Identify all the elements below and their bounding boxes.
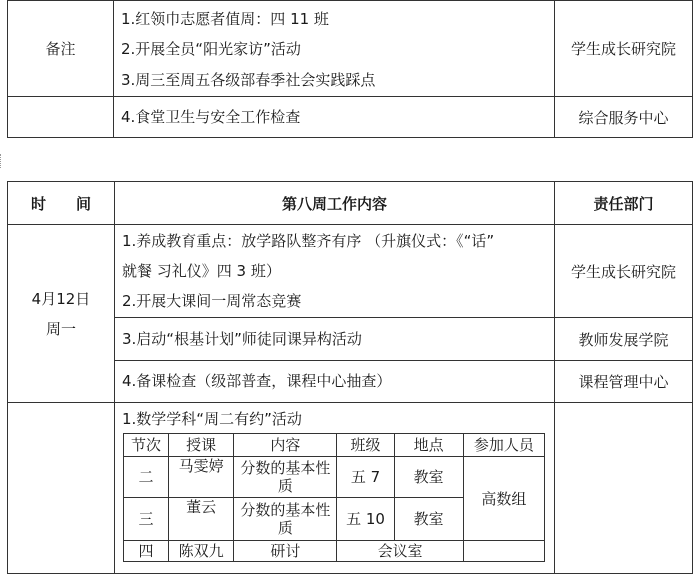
tuesday-date-cell bbox=[8, 403, 115, 574]
class-cell: 五 10 bbox=[337, 498, 394, 541]
teacher-cell: 马雯婷 bbox=[169, 457, 234, 498]
participants-cell-empty bbox=[463, 541, 544, 562]
notes-items bbox=[114, 1, 555, 97]
dept-cell: 课程管理中心 bbox=[555, 361, 693, 403]
tuesday-item-line: 1.数学学科“周二有约”活动 bbox=[122, 410, 302, 428]
content-cell: 分数的基本性质 bbox=[234, 457, 337, 498]
class-cell: 五 7 bbox=[337, 457, 394, 498]
place-cell: 会议室 bbox=[337, 541, 463, 562]
section-separator bbox=[0, 154, 5, 168]
monday-item-line: 3.启动“根基计划”师徒同课异构活动 bbox=[122, 329, 362, 348]
period-cell: 四 bbox=[124, 541, 169, 562]
teacher-cell: 陈双九 bbox=[169, 541, 234, 562]
monday-date: 4月12日 bbox=[31, 289, 91, 308]
col-header: 地点 bbox=[394, 434, 463, 457]
place-cell: 教室 bbox=[394, 457, 463, 498]
dept-cell: 学生成长研究院 bbox=[555, 225, 693, 318]
notes-item: 4.食堂卫生与安全工作检查 bbox=[121, 107, 301, 126]
header-time: 时 间 bbox=[8, 182, 115, 225]
monday-item-line: 1.养成教育重点：放学路队整齐有序 （升旗仪式：《“话” bbox=[122, 232, 495, 250]
participants-cell: 高数组 bbox=[463, 457, 544, 541]
dept-cell: 学生成长研究院 bbox=[555, 1, 693, 97]
notes-item: 1.红领巾志愿者值周：四 11 班 bbox=[121, 9, 329, 28]
col-header: 授课 bbox=[169, 434, 234, 457]
place-cell: 教室 bbox=[394, 498, 463, 541]
period-cell: 二 bbox=[124, 457, 169, 498]
notes-item: 2.开展全员“阳光家访”活动 bbox=[121, 40, 301, 59]
lesson-schedule-table bbox=[123, 433, 545, 562]
notes-label-cont bbox=[8, 97, 114, 138]
header-content: 第八周工作内容 bbox=[115, 182, 555, 225]
dept-cell: 综合服务中心 bbox=[555, 97, 693, 138]
content-cell: 分数的基本性质 bbox=[234, 498, 337, 541]
notes-label: 备注 bbox=[8, 1, 114, 97]
period-cell: 三 bbox=[124, 498, 169, 541]
monday-item-line: 4.备课检查（级部普查，课程中心抽查） bbox=[122, 372, 392, 391]
col-header: 参加人员 bbox=[463, 434, 544, 457]
monday-date-cell bbox=[8, 225, 115, 403]
notes-table bbox=[7, 0, 693, 138]
monday-item-line: 就餐 习礼仪》四 3 班） bbox=[122, 262, 281, 280]
col-header: 内容 bbox=[234, 434, 337, 457]
col-header: 班级 bbox=[337, 434, 394, 457]
col-header: 节次 bbox=[124, 434, 169, 457]
monday-weekday: 周一 bbox=[45, 319, 76, 338]
monday-item-cell bbox=[115, 225, 555, 318]
monday-item-line: 2.开展大课间一周常态竞赛 bbox=[122, 292, 302, 310]
dept-cell: 教师发展学院 bbox=[555, 318, 693, 361]
notes-items bbox=[114, 97, 555, 138]
tuesday-item-cell bbox=[115, 403, 555, 574]
week-schedule-table bbox=[7, 181, 693, 574]
notes-item: 3.周三至周五各级部春季社会实践踩点 bbox=[121, 70, 376, 89]
monday-item-cell bbox=[115, 318, 555, 361]
content-cell: 研讨 bbox=[234, 541, 337, 562]
monday-item-cell bbox=[115, 361, 555, 403]
dept-cell-empty bbox=[555, 403, 693, 574]
header-dept: 责任部门 bbox=[555, 182, 693, 225]
teacher-cell: 董云 bbox=[169, 498, 234, 541]
